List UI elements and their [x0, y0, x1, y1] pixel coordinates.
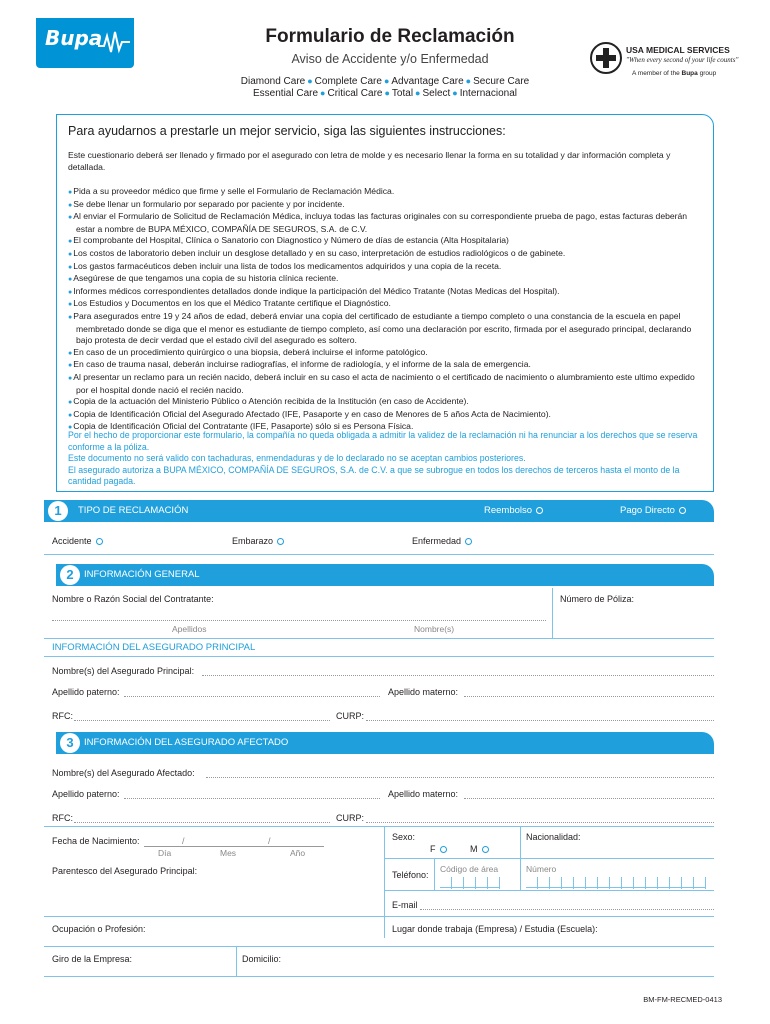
apellido-paterno-afectado-field[interactable]	[124, 798, 380, 799]
nombre-principal-field[interactable]	[202, 675, 714, 676]
bupa-logo-text: Bupa	[45, 26, 103, 50]
instruction-item: ● Los costos de laboratorio deben incluir un desglose detallado y en su caso, interpretación de estudios radiológicos o de gabinete.	[68, 248, 708, 261]
sexo-label: Sexo:	[392, 832, 416, 842]
usa-medical-services-logo: USA MEDICAL SERVICES "When every second of your life counts" A member of the Bupa group	[590, 42, 730, 82]
instructions-notes	[68, 430, 708, 488]
nombre-afectado-field[interactable]	[206, 777, 714, 778]
plans-row-1: Diamond Care ● Complete Care ● Advantage Care ● Secure Care	[240, 76, 530, 87]
instruction-item: ● Se debe llenar un formulario por separado por paciente y por incidente.	[68, 199, 708, 212]
curp-principal-label: CURP:	[336, 711, 365, 721]
bupa-logo	[36, 18, 134, 68]
embarazo-radio[interactable]	[277, 538, 284, 545]
apellido-materno-afectado-label: Apellido materno:	[388, 789, 459, 799]
plans-row-2: Essential Care ● Critical Care ● Total ● Select ● Internacional	[253, 88, 517, 99]
instruction-item: ● En caso de trauma nasal, deberán incluirse radiografías, el informe de radiología, y el informe de la sala de emergencia.	[68, 359, 708, 372]
form-code: BM-FM-RECMED-0413	[643, 995, 722, 1004]
principal-heading: INFORMACIÓN DEL ASEGURADO PRINCIPAL	[52, 642, 256, 653]
member-line: A member of the Bupa group	[632, 70, 717, 77]
accidente-radio[interactable]	[96, 538, 103, 545]
sexo-f-option[interactable]: F	[430, 844, 447, 854]
email-field[interactable]	[420, 909, 714, 910]
numero-caption: Número	[526, 864, 557, 874]
dia-caption: Día	[158, 848, 172, 858]
rfc-afectado-label: RFC:	[52, 813, 73, 823]
curp-afectado-field[interactable]	[366, 822, 714, 823]
codigo-area-field[interactable]	[440, 876, 500, 888]
pago-directo-radio[interactable]	[679, 507, 686, 514]
heartbeat-icon	[98, 30, 130, 56]
section-3-header: 3 INFORMACIÓN DEL ASEGURADO AFECTADO	[56, 732, 714, 754]
enfermedad-option[interactable]: Enfermedad	[412, 536, 472, 546]
section-2-header: 2 INFORMACIÓN GENERAL	[56, 564, 714, 586]
email-label: E-mail	[392, 900, 418, 910]
fecha-nacimiento-field[interactable]	[144, 846, 324, 847]
instructions-heading: Para ayudarnos a prestarle un mejor servicio, siga las siguientes instrucciones:	[68, 124, 506, 138]
instructions-list	[68, 186, 708, 434]
instruction-item: ● Los Estudios y Documentos en los que el Médico Tratante certifique el Diagnóstico.	[68, 298, 708, 311]
note-2: Este documento no será valido con tachaduras, enmendaduras y de lo declarado no se aceptan cambios posteriores.	[68, 453, 526, 464]
instruction-item: ● Copia de Identificación Oficial del Contratante (IFE, Pasaporte) sólo si es Persona Física.	[68, 421, 708, 434]
numero-field[interactable]	[526, 876, 706, 888]
reembolso-option[interactable]: Reembolso	[484, 505, 543, 516]
instruction-item: ● Asegúrese de que tengamos una copia de su historia clínica reciente.	[68, 273, 708, 286]
nombre-afectado-label: Nombre(s) del Asegurado Afectado:	[52, 768, 195, 778]
instruction-item: ● Copia de Identificación Oficial del Asegurado Afectado (IFE, Pasaporte y en caso de Menores de 5 años Acta de Nacimiento).	[68, 409, 708, 422]
instructions-intro: Este cuestionario deberá ser llenado y firmado por el asegurado con letra de molde y es necesario llenar la forma en su totalidad y dar información completa y detallada.	[68, 150, 671, 172]
giro-empresa-label: Giro de la Empresa:	[52, 954, 133, 964]
anio-caption: Año	[290, 848, 306, 858]
embarazo-option[interactable]: Embarazo	[232, 536, 284, 546]
nombres-caption: Nombre(s)	[414, 624, 455, 634]
form-subtitle: Aviso de Accidente y/o Enfermedad	[291, 52, 489, 66]
instruction-item: ● En caso de un procedimiento quirúrgico o una biopsia, deberá incluirse el informe patológico.	[68, 347, 708, 360]
sexo-m-radio[interactable]	[482, 846, 489, 853]
apellido-materno-principal-label: Apellido materno:	[388, 687, 459, 697]
sexo-m-option[interactable]: M	[470, 844, 489, 854]
instruction-item: ● Para asegurados entre 19 y 24 años de edad, deberá enviar una copia del certificado de estudiante a tiempo completo o una constancia de la escuela en papel membretado donde se diga que el menor es estudiante de tiempo completo, así como una declaración por escrito, firmada por el asegurado principal, declarando bajo protesta de decir verdad que el estado civil del asegurado es soltero.	[68, 311, 708, 347]
instruction-item: ● Informes médicos correspondientes detallados donde indique la participación del Médico Tratante (Notas Medicas del Hospital).	[68, 286, 708, 299]
note-3: El asegurado autoriza a BUPA MÉXICO, COMPAÑÍA DE SEGUROS, S.A. de C.V. a que se subrogue en todos los derechos de terceros hasta el monto de la cantidad pagada.	[68, 464, 680, 487]
nacionalidad-label: Nacionalidad:	[526, 832, 581, 842]
contratante-label: Nombre o Razón Social del Contratante:	[52, 594, 214, 604]
reembolso-radio[interactable]	[536, 507, 543, 514]
form-title: Formulario de Reclamación	[265, 26, 515, 47]
codigo-area-caption: Código de área	[440, 864, 499, 874]
curp-principal-field[interactable]	[366, 720, 714, 721]
fecha-nacimiento-label: Fecha de Nacimiento:	[52, 836, 140, 846]
rfc-principal-field[interactable]	[74, 720, 330, 721]
apellido-paterno-afectado-label: Apellido paterno:	[52, 789, 120, 799]
instruction-item: ● Copia de la actuación del Ministerio Público o Atención recibida de la Institución (en caso de Accidente).	[68, 396, 708, 409]
rfc-principal-label: RFC:	[52, 711, 73, 721]
parentesco-label: Parentesco del Asegurado Principal:	[52, 866, 198, 876]
sexo-f-radio[interactable]	[440, 846, 447, 853]
accidente-option[interactable]: Accidente	[52, 536, 103, 546]
apellidos-caption: Apellidos	[172, 624, 207, 634]
lugar-trabajo-label: Lugar donde trabaja (Empresa) / Estudia (Escuela):	[392, 924, 598, 934]
instruction-item: ● Pida a su proveedor médico que firme y selle el Formulario de Reclamación Médica.	[68, 186, 708, 199]
pago-directo-option[interactable]: Pago Directo	[620, 505, 686, 516]
mes-caption: Mes	[220, 848, 237, 858]
section-1-header: 1 TIPO DE RECLAMACIÓN Reembolso Pago Directo	[44, 500, 714, 522]
medical-cross-icon	[590, 42, 622, 74]
enfermedad-radio[interactable]	[465, 538, 472, 545]
apellido-materno-principal-field[interactable]	[464, 696, 714, 697]
ocupacion-label: Ocupación o Profesión:	[52, 924, 146, 934]
apellido-paterno-principal-label: Apellido paterno:	[52, 687, 120, 697]
instruction-item: ● Al enviar el Formulario de Solicitud de Reclamación Médica, incluya todas las facturas originales con su correspondiente prueba de pago, estas facturas deberán estar a nombre de BUPA MÉXICO, COMPAÑÍA DE SEGUROS, S.A. de C.V.	[68, 211, 708, 235]
domicilio-label: Domicilio:	[242, 954, 282, 964]
rfc-afectado-field[interactable]	[74, 822, 330, 823]
apellido-paterno-principal-field[interactable]	[124, 696, 380, 697]
contratante-field[interactable]	[52, 620, 546, 621]
apellido-materno-afectado-field[interactable]	[464, 798, 714, 799]
instruction-item: ● Los gastos farmacéuticos deben incluir una lista de todos los medicamentos adquiridos y una copia de la receta.	[68, 261, 708, 274]
note-1: Por el hecho de proporcionar este formulario, la compañía no queda obligada a admitir la validez de la reclamación ni ha renunciar a los derechos que se reserva conforme a la póliza.	[68, 430, 698, 452]
curp-afectado-label: CURP:	[336, 813, 365, 823]
nombre-principal-label: Nombre(s) del Asegurado Principal:	[52, 666, 195, 676]
telefono-label: Teléfono:	[392, 870, 429, 880]
instruction-item: ● Al presentar un reclamo para un recién nacido, deberá incluir en su caso el acta de nacimiento o el certificado de nacimiento o alumbramiento este ultimo expedido por el hospital donde nació el recién nacido.	[68, 372, 708, 396]
instruction-item: ● El comprobante del Hospital, Clínica o Sanatorio con Diagnostico y Número de días de estancia (Alta Hospitalaria)	[68, 235, 708, 248]
poliza-label: Número de Póliza:	[560, 594, 635, 604]
